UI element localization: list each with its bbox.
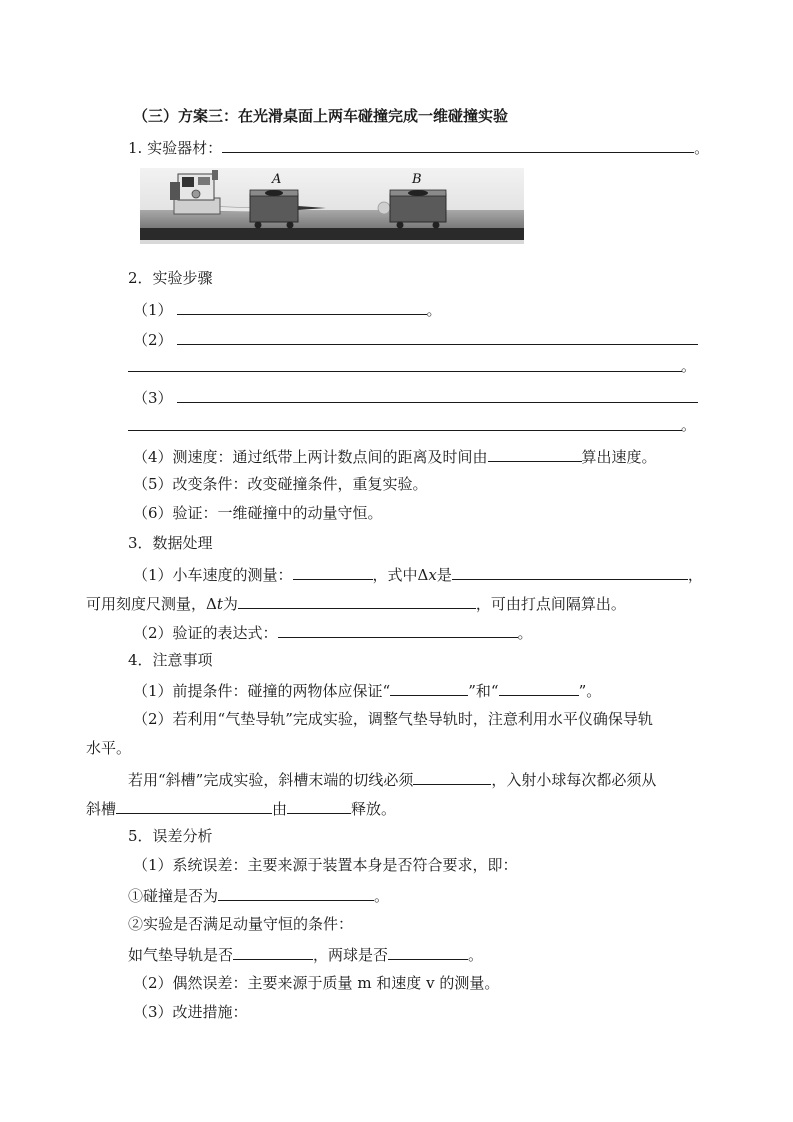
step-1-end: 。 <box>426 301 442 319</box>
notes-line-1-b: ”和“ <box>468 682 499 700</box>
notes-line-3: 水平。 <box>86 739 132 757</box>
data-line-2 <box>86 592 626 614</box>
step-3-blank-b[interactable] <box>128 430 682 431</box>
release-blank[interactable] <box>287 797 351 814</box>
step-3-end: 。 <box>681 416 697 434</box>
step-1-blank[interactable] <box>177 298 427 315</box>
step-1-label: （1） <box>133 301 173 319</box>
apparatus-figure <box>140 168 524 244</box>
balls-blank[interactable] <box>388 943 468 960</box>
expression-blank[interactable] <box>278 621 518 638</box>
data-line-1-c: 是 <box>436 566 452 584</box>
error-heading: 5．误差分析 <box>128 827 213 845</box>
equipment-label <box>128 136 709 158</box>
step-5: （5）改变条件：改变碰撞条件，重复实验。 <box>133 475 428 493</box>
steps-heading: 2．实验步骤 <box>128 269 213 287</box>
step-3-label: （3） <box>133 389 173 407</box>
tangent-blank[interactable] <box>413 768 491 785</box>
step-4-text-b: 算出速度。 <box>581 448 657 466</box>
step-1 <box>133 298 442 320</box>
data-line-2-c: ，可由打点间隔算出。 <box>475 595 626 613</box>
label-a: A <box>272 172 282 187</box>
error-line-4-b: ，两球是否 <box>313 946 389 964</box>
error-line-4-c: 。 <box>468 946 484 964</box>
velocity-formula-blank[interactable] <box>293 563 373 580</box>
step-2 <box>133 328 698 350</box>
notes-line-1 <box>133 679 601 701</box>
condition-blank-1[interactable] <box>390 679 468 696</box>
error-line-2-b: 。 <box>374 887 390 905</box>
air-track-blank[interactable] <box>233 943 313 960</box>
data-line-3-a: （2）验证的表达式： <box>133 624 278 642</box>
track-base <box>140 228 524 240</box>
label-b: B <box>412 172 422 187</box>
dot-timer-icon <box>170 170 220 214</box>
notes-line-5-a: 斜槽 <box>86 800 117 818</box>
condition-blank-2[interactable] <box>499 679 579 696</box>
error-line-5: （2）偶然误差：主要来源于质量 m 和速度 v 的测量。 <box>133 974 500 992</box>
data-line-1-b: ，式中Δ <box>372 566 429 584</box>
notes-line-4 <box>128 768 656 790</box>
step-3 <box>133 386 698 408</box>
step-2-label: （2） <box>133 331 173 349</box>
data-line-2-a: 可用刻度尺测量，Δ <box>86 595 217 613</box>
data-heading: 3．数据处理 <box>128 534 213 552</box>
step-4-blank[interactable] <box>488 445 582 462</box>
notes-line-5 <box>86 797 396 819</box>
notes-heading: 4．注意事项 <box>128 651 213 669</box>
notes-line-5-b: 由 <box>272 800 288 818</box>
data-line-1 <box>133 563 703 585</box>
error-line-2 <box>128 884 389 906</box>
step-2-end: 。 <box>681 357 697 375</box>
equipment-label-text: 1. 实验器材： <box>128 139 223 157</box>
var-t: t <box>216 595 223 613</box>
equipment-end: 。 <box>694 139 710 157</box>
delta-t-blank[interactable] <box>238 592 476 609</box>
error-line-3: ②实验是否满足动量守恒的条件： <box>128 915 354 933</box>
collision-type-blank[interactable] <box>218 884 374 901</box>
notes-line-1-a: （1）前提条件：碰撞的两物体应保证“ <box>133 682 391 700</box>
error-line-1: （1）系统误差：主要来源于装置本身是否符合要求，即： <box>133 856 518 874</box>
step-4 <box>133 445 657 467</box>
data-line-3 <box>133 621 533 643</box>
notes-line-5-c: 释放。 <box>351 800 397 818</box>
error-line-2-a: ①碰撞是否为 <box>128 887 219 905</box>
step-3-blank-a[interactable] <box>177 386 698 403</box>
notes-line-4-b: ，入射小球每次都必须从 <box>491 771 657 789</box>
step-2-blank-b[interactable] <box>128 371 682 372</box>
data-line-3-b: 。 <box>517 624 533 642</box>
data-line-1-a: （1）小车速度的测量： <box>133 566 293 584</box>
step-2-blank-a[interactable] <box>177 328 698 345</box>
equipment-blank[interactable] <box>222 136 694 153</box>
step-6: （6）验证：一维碰撞中的动量守恒。 <box>133 504 383 522</box>
section-title: （三）方案三：在光滑桌面上两车碰撞完成一维碰撞实验 <box>133 107 509 125</box>
notes-line-1-c: ”。 <box>578 682 602 700</box>
notes-line-4-a: 若用“斜槽”完成实验，斜槽末端的切线必须 <box>128 771 414 789</box>
notes-line-2: （2）若利用“气垫导轨”完成实验，调整气垫导轨时，注意利用水平仪确保导轨 <box>133 710 653 728</box>
data-line-1-d: ， <box>687 566 703 584</box>
error-line-6: （3）改进措施： <box>133 1003 248 1021</box>
var-x: x <box>428 566 437 584</box>
error-line-4-a: 如气垫导轨是否 <box>128 946 234 964</box>
error-line-4 <box>128 943 483 965</box>
step-4-text-a: （4）测速度：通过纸带上两计数点间的距离及时间由 <box>133 448 488 466</box>
position-blank[interactable] <box>116 797 272 814</box>
delta-x-blank[interactable] <box>452 563 688 580</box>
data-line-2-b: 为 <box>222 595 238 613</box>
